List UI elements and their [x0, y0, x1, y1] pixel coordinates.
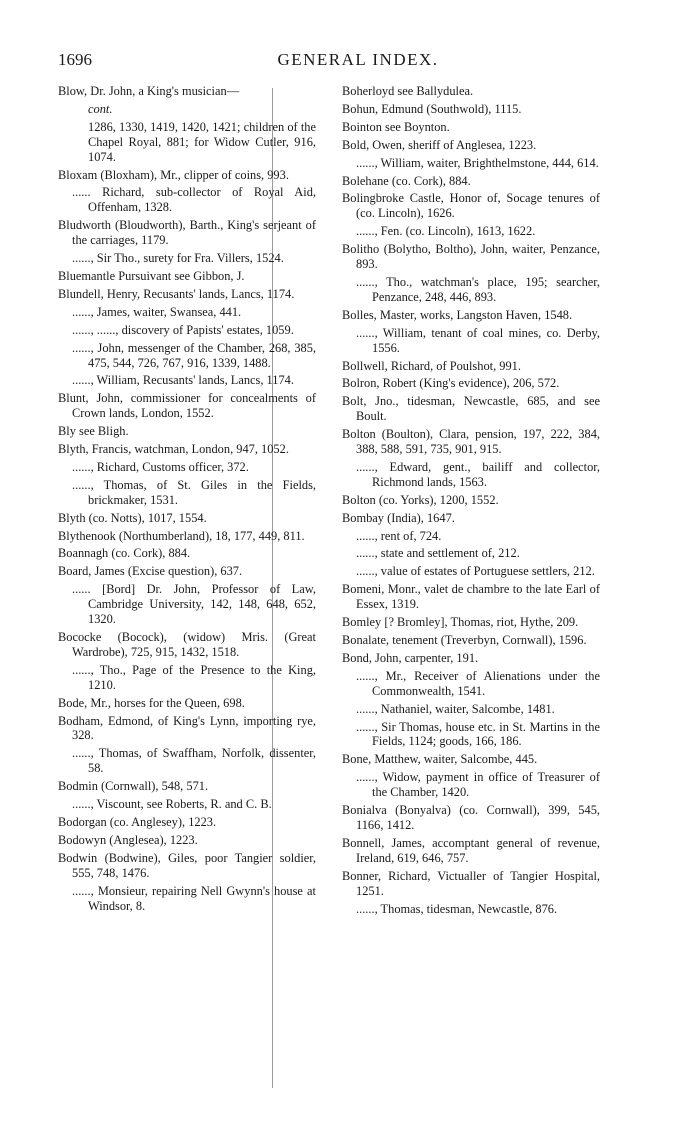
index-entry: ......, Thomas, tidesman, Newcastle, 876.: [356, 901, 558, 916]
index-entry: ...... Richard, sub-collector of Royal Aid, Offenham, 1328.: [72, 185, 316, 215]
index-entry: Bonalate, tenement (Treverbyn, Cornwall), 1596.: [342, 633, 587, 647]
index-entry: Board, James (Excise question), 637.: [58, 564, 243, 579]
index-entry: ......, Monsieur, repairing Nell Gwynn's house at Windsor, 8.: [72, 883, 316, 913]
index-entry: Bonner, Richard, Victualler of Tangier Hospital, 1251.: [342, 868, 600, 898]
index-entry: Bodorgan (co. Anglesey), 1223.: [58, 814, 217, 829]
index-entry: ...... [Bord] Dr. John, Professor of Law, Cambridge University, 142, 148, 648, 652, 1320.: [72, 582, 316, 627]
index-entry: Bodowyn (Anglesea), 1223.: [58, 832, 198, 847]
index-entry: Bolton (Boulton), Clara, pension, 197, 222, 384, 388, 588, 591, 735, 901, 915.: [342, 427, 600, 457]
index-entry: Bollwell, Richard, of Poulshot, 991.: [342, 358, 521, 373]
index-entry: Bond, John, carpenter, 191.: [342, 650, 479, 665]
index-entry: ......, Sir Thomas, house etc. in St. Martins in the Fields, 1124; goods, 166, 186.: [356, 719, 600, 749]
index-entry: ......, John, messenger of the Chamber, 268, 385, 475, 544, 726, 767, 916, 1339, 1488.: [72, 340, 316, 370]
index-entry: ......, Sir Tho., surety for Fra. Villers, 1524.: [72, 251, 284, 266]
index-entry: Blythenook (Northumberland), 18, 177, 449, 811.: [58, 528, 305, 543]
index-entry: cont.: [88, 101, 113, 116]
index-entry: Blundell, Henry, Recusants' lands, Lancs, 1174.: [58, 286, 295, 301]
page-header: [58, 50, 658, 72]
index-entry: ......, William, Recusants' lands, Lancs, 1174.: [72, 373, 294, 388]
index-entry: Bohun, Edmund (Southwold), 1115.: [342, 101, 522, 116]
index-entry: ......, Thomas, of Swaffham, Norfolk, dissenter, 58.: [72, 746, 316, 776]
index-entry: Bolehane (co. Cork), 884.: [342, 173, 471, 188]
index-entry: ......, value of estates of Portuguese settlers, 212.: [356, 564, 595, 579]
index-entry: ......, Nathaniel, waiter, Salcombe, 1481.: [356, 701, 555, 716]
index-entry: Bodwin (Bodwine), Giles, poor Tangier soldier, 555, 748, 1476.: [58, 850, 316, 880]
index-entry: Blunt, John, commissioner for concealments of Crown lands, London, 1552.: [58, 391, 316, 421]
index-entry: Bomeni, Monr., valet de chambre to the late Earl of Essex, 1319.: [342, 582, 600, 612]
index-entry: Bode, Mr., horses for the Queen, 698.: [58, 695, 245, 710]
index-entry: ......, state and settlement of, 212.: [356, 546, 520, 561]
index-entry: ......, Edward, gent., bailiff and collector, Richmond lands, 1563.: [356, 459, 600, 489]
right-column: [342, 84, 600, 919]
index-entry: Boherloyd see Ballydulea.: [342, 84, 474, 98]
index-entry: Bold, Owen, sheriff of Anglesea, 1223.: [342, 137, 537, 152]
index-entry: ......, Fen. (co. Lincoln), 1613, 1622.: [356, 224, 536, 239]
index-entry: Bolton (co. Yorks), 1200, 1552.: [342, 492, 499, 507]
index-entry: ......, William, tenant of coal mines, co. Derby, 1556.: [356, 325, 600, 355]
index-entry: Bone, Matthew, waiter, Salcombe, 445.: [342, 752, 538, 767]
index-entry: ......, Mr., Receiver of Alienations under the Commonwealth, 1541.: [356, 668, 600, 698]
index-entry: ......, Thomas, of St. Giles in the Fields, brickmaker, 1531.: [72, 477, 316, 507]
index-entry: Blyth (co. Notts), 1017, 1554.: [58, 510, 207, 525]
index-entry: Bloxam (Bloxham), Mr., clipper of coins, 993.: [58, 167, 289, 182]
index-entry: ......, Widow, payment in office of Treasurer of the Chamber, 1420.: [356, 770, 600, 800]
index-entry: Bly see Bligh.: [58, 424, 129, 439]
page-number: 1696: [58, 50, 92, 69]
index-entry: ......, Richard, Customs officer, 372.: [72, 459, 249, 474]
index-entry: ......, Viscount, see Roberts, R. and C. B.: [72, 797, 272, 812]
index-entry: ......, rent of, 724.: [356, 528, 442, 543]
index-entry: Bodmin (Cornwall), 548, 571.: [58, 779, 209, 794]
index-entry: 1286, 1330, 1419, 1420, 1421; children of the Chapel Royal, 881; for Widow Cutler, 916, 1074.: [88, 119, 316, 164]
page-title: GENERAL INDEX.: [277, 50, 439, 69]
index-entry: Bludworth (Bloudworth), Barth., King's serjeant of the carriages, 1179.: [58, 218, 316, 248]
index-entry: Bococke (Bocock), (widow) Mris. (Great Wardrobe), 725, 915, 1432, 1518.: [58, 630, 316, 659]
index-entry: Bointon see Boynton.: [342, 119, 450, 134]
index-entry: Bolitho (Bolytho, Boltho), John, waiter, Penzance, 893.: [342, 242, 600, 272]
index-entry: Bolingbroke Castle, Honor of, Socage tenures of (co. Lincoln), 1626.: [342, 191, 600, 221]
index-entry: Bolron, Robert (King's evidence), 206, 572.: [342, 376, 560, 391]
index-entry: ......, ......, discovery of Papists' estates, 1059.: [72, 322, 294, 337]
index-entry: Bodham, Edmond, of King's Lynn, importing rye, 328.: [58, 713, 316, 743]
index-entry: Bomley [? Bromley], Thomas, riot, Hythe, 209.: [342, 615, 579, 630]
index-entry: Bolles, Master, works, Langston Haven, 1548.: [342, 307, 573, 322]
index-entry: Blow, Dr. John, a King's musician—: [58, 84, 240, 98]
index-entry: ......, Tho., Page of the Presence to the King, 1210.: [72, 662, 316, 692]
index-entry: Bombay (India), 1647.: [342, 510, 455, 525]
index-entry: Bluemantle Pursuivant see Gibbon, J.: [58, 268, 245, 283]
index-entry: Bonialva (Bonyalva) (co. Cornwall), 399, 545, 1166, 1412.: [342, 803, 600, 832]
index-entry: ......, James, waiter, Swansea, 441.: [72, 304, 242, 319]
index-entry: Bonnell, James, accomptant general of revenue, Ireland, 619, 646, 757.: [342, 835, 600, 865]
index-entry: ......, Tho., watchman's place, 195; searcher, Penzance, 248, 446, 893.: [356, 274, 600, 304]
index-entry: Bolt, Jno., tidesman, Newcastle, 685, and see Boult.: [342, 394, 600, 424]
index-entry: ......, William, waiter, Brighthelmstone, 444, 614.: [356, 155, 599, 170]
index-entry: Boannagh (co. Cork), 884.: [58, 546, 191, 561]
left-column: [58, 84, 316, 916]
index-entry: Blyth, Francis, watchman, London, 947, 1052.: [58, 442, 289, 457]
